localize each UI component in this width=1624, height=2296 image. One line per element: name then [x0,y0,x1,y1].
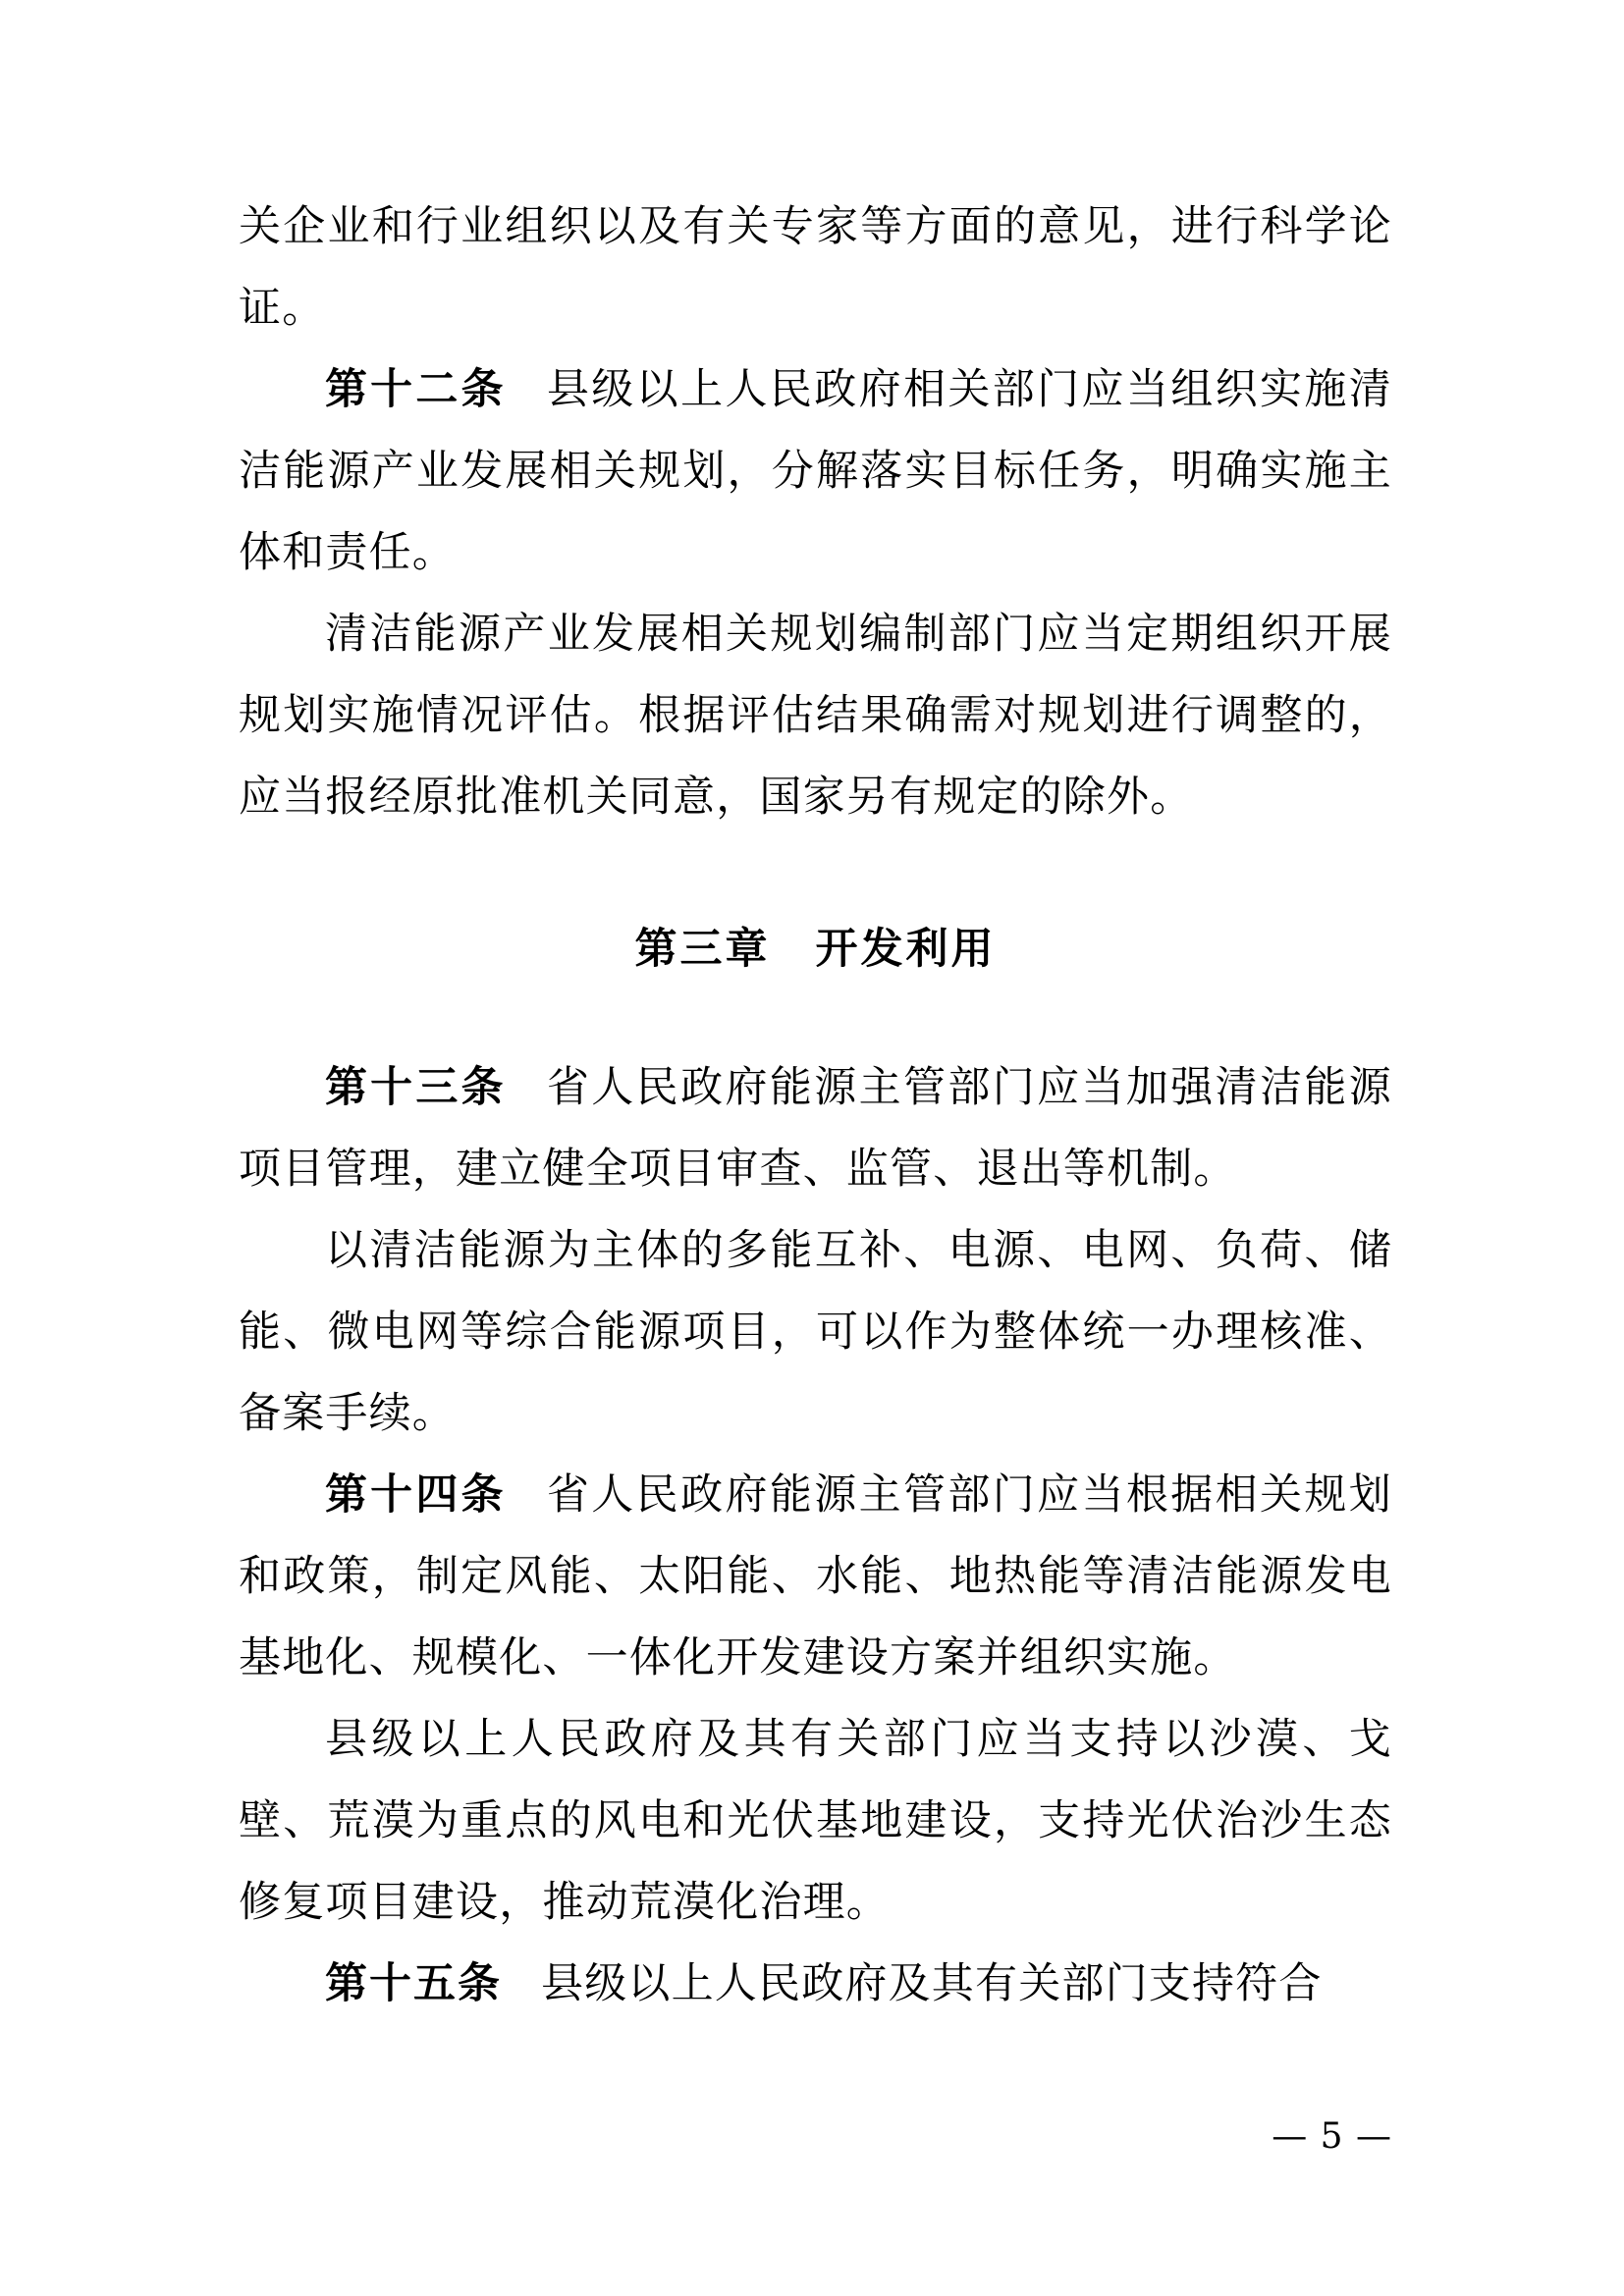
paragraph-article-12-2: 清洁能源产业发展相关规划编制部门应当定期组织开展规划实施情况评估。根据评估结果确需对规划进行调整的，应当报经原批准机关同意，国家另有规定的除外。 [239,610,1392,822]
paragraph-continuation: 关企业和行业组织以及有关专家等方面的意见，进行科学论证。 [239,202,1392,333]
document-body [239,187,1392,2025]
article-label-12: 第十二条 [325,365,507,414]
article-label-13: 第十三条 [325,1063,507,1112]
paragraph-article-15 [239,1944,1392,2025]
paragraph-article-13-2: 以清洁能源为主体的多能互补、电源、电网、负荷、储能、微电网等综合能源项目，可以作为整体统一办理核准、备案手续。 [239,1226,1392,1438]
article-label-14: 第十四条 [325,1470,507,1520]
paragraph-article-13 [239,1047,1392,1210]
article-text-12: 县级以上人民政府相关部门应当组织实施清洁能源产业发展相关规划，分解落实目标任务，明确实施主体和责任。 [239,365,1392,577]
paragraph-article-12 [239,349,1392,594]
article-text-13: 省人民政府能源主管部门应当加强清洁能源项目管理，建立健全项目审查、监管、退出等机制。 [239,1063,1392,1194]
article-text-14: 省人民政府能源主管部门应当根据相关规划和政策，制定风能、太阳能、水能、地热能等清洁能源发电基地化、规模化、一体化开发建设方案并组织实施。 [239,1470,1392,1682]
page-number: — 5 — [1272,2116,1392,2157]
article-text-15: 县级以上人民政府及其有关部门支持符合 [541,1959,1323,2008]
chapter-title-text: 开发利用 [815,925,997,974]
article-label-15: 第十五条 [325,1959,502,2008]
paragraph-article-14-2: 县级以上人民政府及其有关部门应当支持以沙漠、戈壁、荒漠为重点的风电和光伏基地建设，支持光伏治沙生态修复项目建设，推动荒漠化治理。 [239,1715,1392,1927]
chapter-number: 第三章 [634,925,771,974]
paragraph-article-14 [239,1455,1392,1699]
chapter-heading [239,909,1392,990]
